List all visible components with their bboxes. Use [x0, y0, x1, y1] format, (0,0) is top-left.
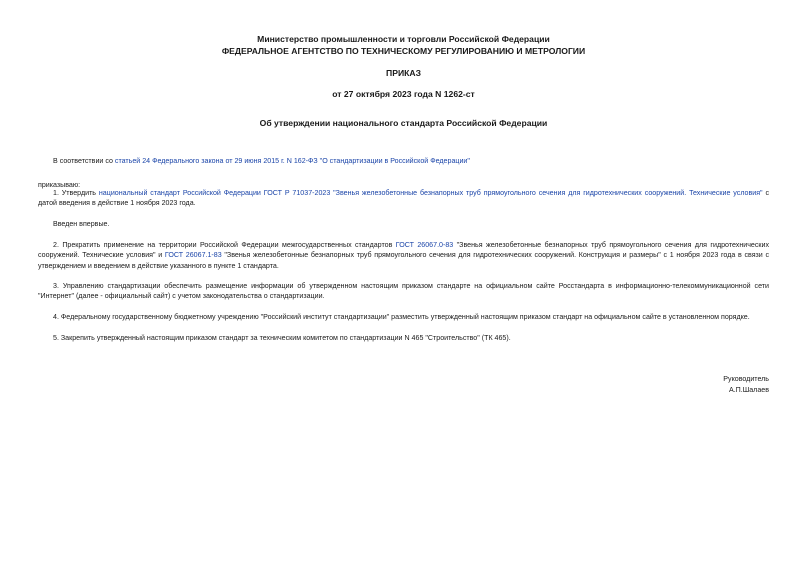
item-1-paragraph: [38, 188, 769, 209]
signature-name: А.П.Шалаев: [728, 386, 769, 394]
preamble-paragraph: [38, 156, 769, 166]
gost-r-71037-link[interactable]: национальный стандарт Российской Федерации ГОСТ Р 71037-2023 "Звенья железобетонные безнапорных труб прямоугольного сечения для гидротехнических сооружений. Технические условия": [98, 189, 763, 197]
order-word: приказываю:: [38, 181, 81, 189]
item-1-prefix: 1. Утвердить: [53, 189, 99, 197]
document-type: ПРИКАЗ: [386, 68, 421, 78]
item-2-prefix: 2. Прекратить применение на территории Российской Федерации межгосударственных стандартов: [53, 241, 396, 249]
item-2-suffix: "Звенья железобетонные безнапорных труб прямоугольного сечения для гидротехнических сооружений. Конструкция и размеры" с 1 ноября 2023 года в связи с утверждением и введением в действие указанного в пункте 1 стандарта.: [38, 251, 770, 270]
item-2-mid: "Звенья железобетонные безнапорных труб прямоугольного сечения для гидротехнических сооружений. Технические условия" и: [38, 241, 770, 260]
signature-position: Руководитель: [723, 375, 769, 383]
item-3-paragraph: 3. Управлению стандартизации обеспечить размещение информации об утвержденном настоящим приказом стандарте на официальном сайте Росстандарта в информационно-телекоммуникационной сети "Интернет" (далее - официальный сайт) с учетом законодательства о стандартизации.: [38, 282, 769, 301]
item-1-suffix: с датой введения в действие 1 ноября 2023 года.: [38, 189, 769, 208]
introduced-first-note: Введен впервые.: [53, 220, 110, 228]
gost-26067-0-link[interactable]: ГОСТ 26067.0-83: [395, 241, 454, 249]
item-2-paragraph: [38, 240, 769, 271]
preamble-prefix: В соответствии со: [53, 157, 115, 165]
agency-heading: ФЕДЕРАЛЬНОЕ АГЕНТСТВО ПО ТЕХНИЧЕСКОМУ РЕГУЛИРОВАНИЮ И МЕТРОЛОГИИ: [221, 46, 586, 56]
ministry-heading: Министерство промышленности и торговли Российской Федерации: [257, 34, 550, 44]
gost-26067-1-link[interactable]: ГОСТ 26067.1-83: [164, 251, 222, 260]
document-title: Об утверждении национального стандарта Российской Федерации: [259, 118, 548, 128]
federal-law-link[interactable]: статьей 24 Федерального закона от 29 июня 2015 г. N 162-ФЗ "О стандартизации в Российской Федерации": [114, 157, 470, 165]
item-4-paragraph: 4. Федеральному государственному бюджетному учреждению "Российский институт стандартизации" разместить утвержденный настоящим приказом стандарт на официальном сайте в установленном порядке.: [53, 313, 750, 321]
document-date-number: от 27 октября 2023 года N 1262-ст: [332, 89, 475, 99]
item-5-paragraph: 5. Закрепить утвержденный настоящим приказом стандарт за техническим комитетом по стандартизации N 465 "Строительство" (ТК 465).: [53, 334, 511, 342]
